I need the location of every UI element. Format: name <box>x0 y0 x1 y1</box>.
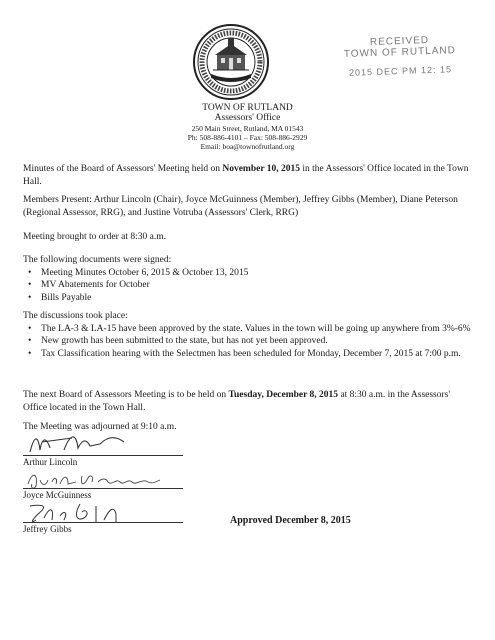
meeting-called-to-order: Meeting brought to order at 8:30 a.m. <box>23 232 166 242</box>
town-seal-logo <box>193 24 269 100</box>
discussion-item: New growth has been submitted to the state, but has not yet been approved. <box>41 336 328 347</box>
signatory-name: Joyce McGuinness <box>23 490 92 500</box>
document-item: Bills Payable <box>41 292 92 303</box>
letterhead-town: TOWN OF RUTLAND <box>202 103 293 113</box>
stamp-line-received: RECEIVED <box>369 34 430 49</box>
letterhead-office: Assessors' Office <box>214 113 281 123</box>
list-item <box>23 348 473 361</box>
letterhead-email: Email: boa@townofrutland.org <box>200 142 295 151</box>
minutes-intro-pre: Minutes of the Board of Assessors' Meeting held on <box>23 164 223 174</box>
list-item <box>23 323 473 336</box>
list-item <box>23 267 473 280</box>
letterhead-phone: Ph: 508-886-4101 – Fax: 508-886-2929 <box>187 133 308 142</box>
documents-list <box>23 267 473 305</box>
stamp-line-date: 2015 DEC PM 12: 15 <box>348 64 453 78</box>
stamp-line-town: TOWN OF RUTLAND <box>343 45 457 60</box>
signature-line <box>23 488 183 489</box>
documents-section <box>23 254 473 304</box>
signature-arthur-lincoln <box>24 428 184 458</box>
list-item <box>23 292 473 305</box>
minutes-intro-post: in the Assessors' Office located in the Town Hall. <box>23 164 469 187</box>
received-stamp <box>339 34 460 78</box>
documents-heading: The following documents were signed: <box>23 255 172 265</box>
discussions-list <box>23 323 473 361</box>
discussions-heading: The discussions took place: <box>23 311 128 321</box>
signature-line <box>23 455 183 456</box>
discussions-section <box>23 310 473 360</box>
approval-note: Approved December 8, 2015 <box>230 515 351 526</box>
minutes-intro <box>23 163 473 188</box>
next-meeting-date: Tuesday, December 8, 2015 <box>228 390 339 400</box>
list-item <box>23 335 473 348</box>
next-meeting <box>23 389 473 414</box>
next-meeting-pre: The next Board of Assessors Meeting is to be held on <box>23 390 229 400</box>
discussion-item: Tax Classification hearing with the Selectmen has been scheduled for Monday, December 7, 2015 at 7:00 p.m. <box>41 348 461 359</box>
bullet-icon: • <box>28 348 32 359</box>
document-item: MV Abatements for October <box>41 280 150 291</box>
bullet-icon: • <box>28 336 32 347</box>
minutes-date: November 10, 2015 <box>222 164 301 174</box>
list-item <box>23 279 473 292</box>
bullet-icon: • <box>28 292 32 303</box>
signatory-name: Jeffrey Gibbs <box>23 524 72 534</box>
bullet-icon: • <box>28 323 32 334</box>
signature-line <box>23 522 183 523</box>
members-present: Members Present: Arthur Lincoln (Chair), Joyce McGuinness (Member), Jeffrey Gibbs (Member), Diane Peterson (Regional Assessor, RRG), and Justine Votruba (Assessors' Clerk, RRG) <box>23 195 458 218</box>
bullet-icon: • <box>28 280 32 291</box>
discussion-item: The LA-3 & LA-15 have been approved by the state. Values in the town will be going up anywhere from 3%-6% <box>41 323 471 334</box>
document-item: Meeting Minutes October 6, 2015 & October 13, 2015 <box>41 267 249 278</box>
bullet-icon: • <box>28 267 32 278</box>
letterhead-address: 250 Main Street, Rutland, MA 01543 <box>191 124 304 133</box>
meeting-adjourned: The Meeting was adjourned at 9:10 a.m. <box>23 422 177 432</box>
signatory-name: Arthur Lincoln <box>23 457 78 467</box>
next-meeting-post: at 8:30 a.m. in the Assessors' Office located in the Town Hall. <box>23 390 451 413</box>
